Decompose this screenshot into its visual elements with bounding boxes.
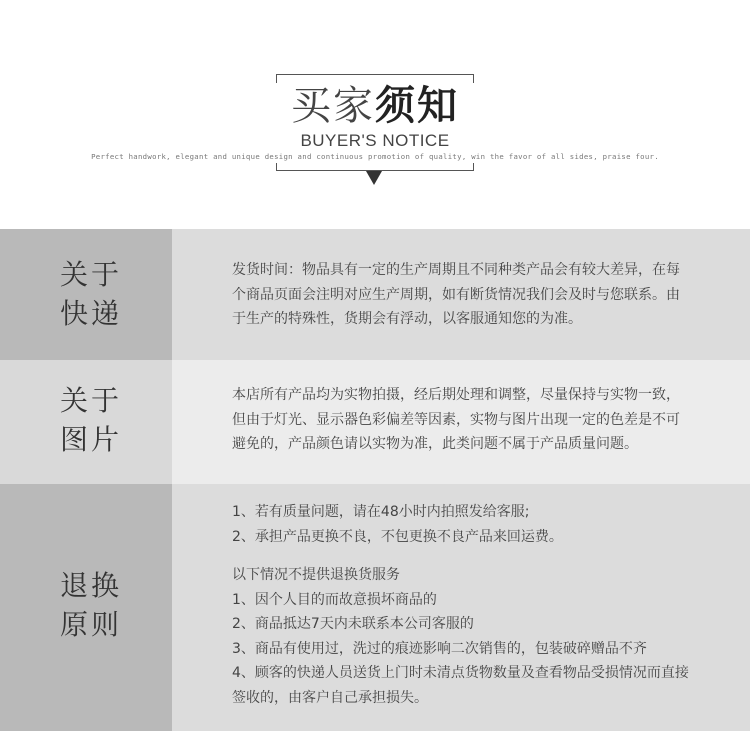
section-text-exclusions bbox=[232, 563, 722, 710]
section-heading-line: 关于 bbox=[60, 384, 123, 417]
text-line: 于生产的特殊性，货期会有浮动，以客服通知您的为准。 bbox=[232, 311, 582, 327]
text-line: 2、商品抵达7天内未联系本公司客服的 bbox=[232, 616, 474, 632]
page-title-thin: 买家 bbox=[291, 83, 375, 129]
text-line: 但由于灯光、显示器色彩偏差等因素，实物与图片出现一定的色差是不可 bbox=[232, 411, 680, 428]
section-pictures bbox=[0, 360, 750, 484]
page-subtitle: BUYER'S NOTICE bbox=[300, 131, 450, 150]
section-heading bbox=[60, 255, 122, 333]
notice-header bbox=[0, 0, 750, 229]
text-line: 个商品页面会注明对应生产周期，如有断货情况我们会及时与您联系。由 bbox=[232, 286, 680, 303]
text-line: 本店所有产品均为实物拍摄，经后期处理和调整，尽量保持与实物一致， bbox=[232, 387, 680, 403]
section-shipping bbox=[0, 229, 750, 360]
section-text bbox=[232, 500, 722, 549]
text-line: 4、顾客的快递人员送货上门时未清点货物数量及查看物品受损情况而直接 bbox=[232, 665, 689, 681]
section-heading-line: 快递 bbox=[60, 297, 123, 330]
tagline: Perfect handwork, elegant and unique design and continuous promotion of quality, win the favor of all sides, praise four. bbox=[0, 151, 750, 163]
text-line: 1、若有质量问题，请在48小时内拍照发给客服; bbox=[232, 504, 530, 520]
text-line: 发货时间：物品具有一定的生产周期且不同种类产品会有较大差异，在每 bbox=[232, 262, 680, 278]
page-title-bold: 须知 bbox=[375, 83, 459, 129]
section-heading-line: 关于 bbox=[60, 258, 123, 291]
text-line: 签收的，由客户自己承担损失。 bbox=[232, 689, 428, 706]
section-heading bbox=[60, 381, 122, 459]
section-heading-line: 原则 bbox=[60, 608, 123, 641]
section-text bbox=[232, 258, 722, 332]
text-line: 2、承担产品更换不良，不包更换不良产品来回运费。 bbox=[232, 528, 563, 545]
section-heading-line: 图片 bbox=[60, 423, 123, 456]
page-title bbox=[0, 80, 750, 132]
section-text bbox=[232, 383, 722, 457]
title-frame-bottom bbox=[276, 162, 474, 171]
text-line: 1、因个人目的而故意损坏商品的 bbox=[232, 591, 437, 608]
down-arrow-icon bbox=[366, 171, 382, 185]
text-line: 3、商品有使用过，洗过的痕迹影响二次销售的，包装破碎赠品不齐 bbox=[232, 640, 647, 657]
text-line: 以下情况不提供退换货服务 bbox=[232, 567, 400, 583]
text-line: 避免的，产品颜色请以实物为准，此类问题不属于产品质量问题。 bbox=[232, 436, 638, 452]
section-heading-line: 退换 bbox=[60, 569, 123, 602]
section-heading bbox=[60, 566, 122, 644]
section-returns bbox=[0, 484, 750, 731]
